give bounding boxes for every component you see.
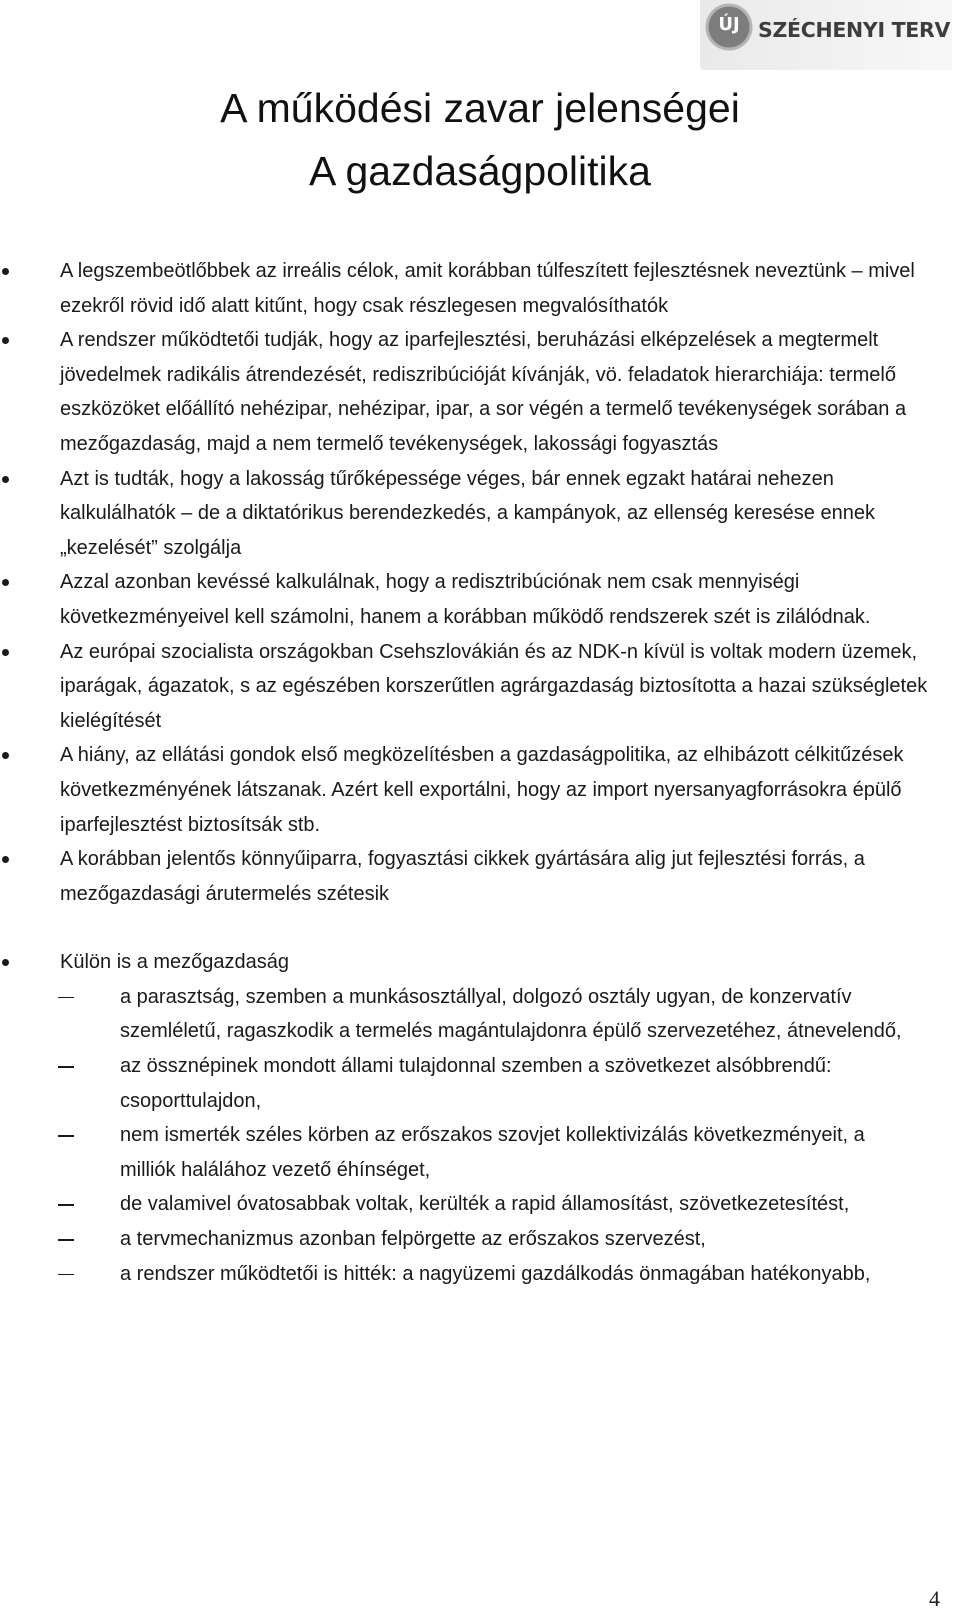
list-item (0, 323, 960, 461)
page-number: 4 (929, 1586, 940, 1611)
bullet-icon (2, 856, 9, 863)
sub-list-item (0, 1257, 960, 1292)
dash-icon (58, 1239, 74, 1241)
szechenyi-terv-logo (700, 0, 952, 70)
bullet-icon (2, 476, 9, 483)
sub-list-item-text: az össznépinek mondott állami tulajdonnal szemben a szövetkezet alsóbbrendű: csoporttulajdon, (120, 1055, 832, 1112)
list-item (0, 842, 960, 911)
list-item (0, 565, 960, 634)
bullet-icon (2, 337, 9, 344)
list-item-text: A hiány, az ellátási gondok első megközelítésben a gazdaságpolitika, az elhibázott célkitűzések következményének látszanak. Azért kell exportálni, hogy az import nyersanyagforrásokra épülő iparfejlesztést biztosítsák stb. (60, 744, 904, 836)
sub-list-item-text: a parasztság, szemben a munkásosztállyal, dolgozó osztály ugyan, de konzervatív szemléletű, ragaszkodik a termelés magántulajdonra épülő szervezetéhez, átnevelendő, (120, 985, 902, 1043)
list-spacer (0, 911, 960, 945)
sub-list-item-text: a tervmechanizmus azonban felpörgette az erőszakos szervezést, (120, 1228, 706, 1251)
dash-icon (58, 1135, 74, 1137)
list-item (0, 945, 960, 980)
list-item-text: A legszembeötlőbbek az irreális célok, amit korábban túlfeszített fejlesztésnek neveztünk – mivel ezekről rövid idő alatt kitűnt, hogy csak részlegesen megvalósíthatók (60, 260, 915, 317)
list-item-text: A rendszer működtetői tudják, hogy az iparfejlesztési, beruházási elképzelések a megtermelt jövedelmek radikális átrendezését, rediszribúcióját kívánják, vö. feladatok hierarchiája: termelő eszközöket előállító nehézipar, nehézipar, ipar, a sor végén a termelő tevékenységek sorában a mezőgazdaság, majd a nem termelő tevékenységek, lakossági fogyasztás (60, 329, 907, 455)
dash-icon (58, 997, 74, 999)
page-subtitle: A gazdaságpolitika (309, 148, 651, 194)
logo-mark-text: ÚJ (718, 14, 740, 35)
sub-list-item-text: de valamivel óvatosabbak voltak, kerülték a rapid államosítást, szövetkezetesítést, (120, 1193, 850, 1216)
list-item (0, 635, 960, 739)
list-item-text: Azt is tudták, hogy a lakosság tűrőképessége véges, bár ennek egzakt határai nehezen kalkulálhatók – de a diktatórikus berendezkedés, a kampányok, az ellenség keresése ennek „kezelését” szolgálja (60, 467, 875, 559)
list-item (0, 254, 960, 323)
dash-icon (58, 1204, 74, 1206)
list-item-text: Azzal azonban kevéssé kalkulálnak, hogy a redisztribúciónak nem csak mennyiségi következményeivel kell számolni, hanem a korábban működő rendszerek szét is zilálódnak. (60, 571, 871, 628)
sub-list-item-text: a rendszer működtetői is hitték: a nagyüzemi gazdálkodás önmagában hatékonyabb, (120, 1262, 871, 1285)
bullet-list (0, 254, 960, 1291)
bullet-icon (2, 752, 9, 759)
uj-logo-mark (704, 2, 754, 52)
sub-list-item (0, 1187, 960, 1222)
list-item-text: Az európai szocialista országokban Csehszlovákián és az NDK-n kívül is voltak modern üzemek, iparágak, ágazatok, s az egészében korszerűtlen agrárgazdaság biztosította a hazai szükségletek kielégítését (60, 640, 928, 732)
bullet-icon (2, 579, 9, 586)
sub-list-item-text: nem ismerték széles körben az erőszakos szovjet kollektivizálás következményeit, a milliók halálához vezető éhínséget, (120, 1124, 865, 1181)
list-item (0, 462, 960, 566)
bullet-icon (2, 268, 9, 275)
page-title: A működési zavar jelenségei (220, 85, 740, 131)
sub-list-item (0, 1049, 960, 1118)
list-item-text: A korábban jelentős könnyűiparra, fogyasztási cikkek gyártására alig jut fejlesztési forrás, a mezőgazdasági árutermelés szétesik (60, 848, 865, 905)
sub-list-item (0, 1118, 960, 1187)
bullet-icon (2, 649, 9, 656)
sub-list-item (0, 980, 960, 1049)
dash-icon (58, 1274, 74, 1276)
bullet-icon (2, 959, 9, 966)
sub-list-item (0, 1222, 960, 1257)
list-item (0, 738, 960, 842)
dash-icon (58, 1066, 74, 1068)
logo-wordmark: SZÉCHENYI TERV (758, 18, 951, 42)
list-item-text: Külön is a mezőgazdaság (60, 951, 290, 974)
